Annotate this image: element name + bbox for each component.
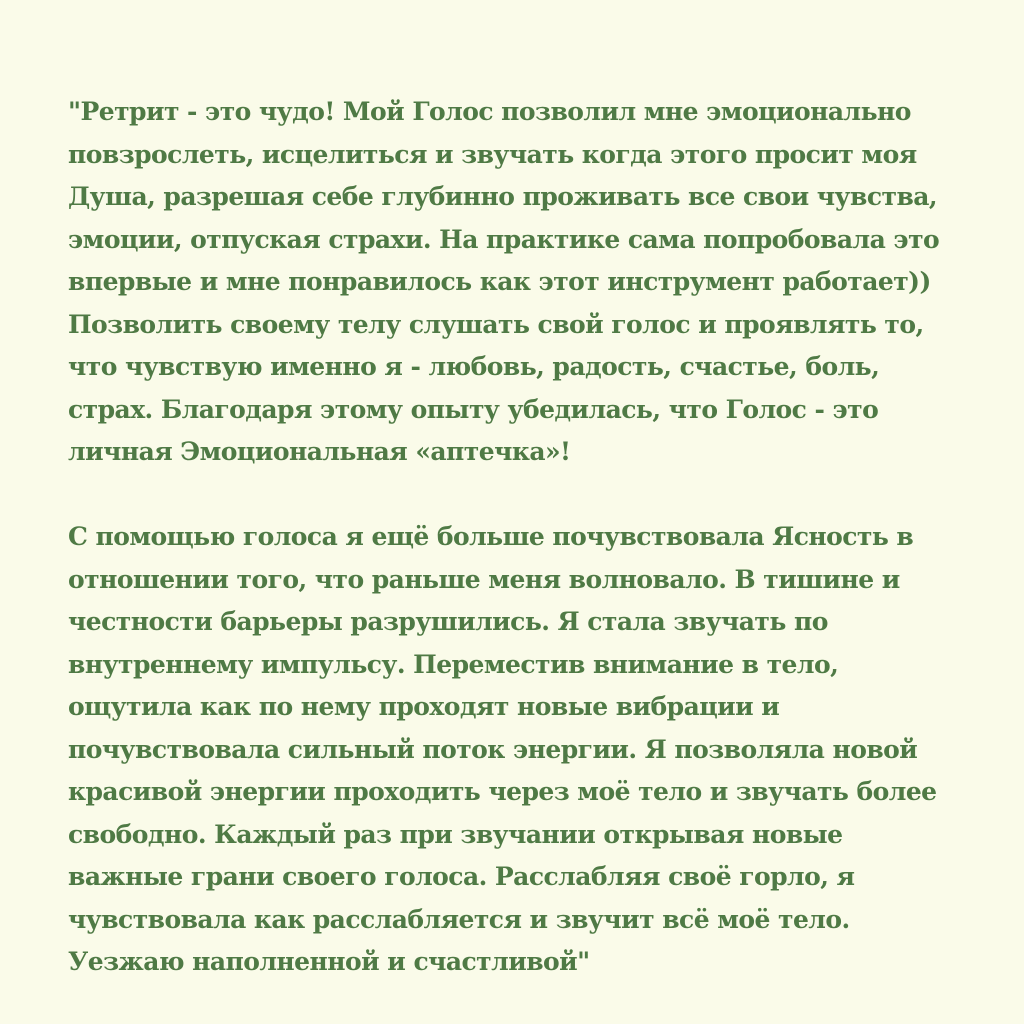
text-line: почувствовала сильный поток энергии. Я позволяла новой	[68, 734, 918, 764]
text-line: С помощью голоса я ещё больше почувствовала Ясность в	[68, 522, 914, 551]
text-line: чувствовала как расслабляется и звучит всё моё тело.	[68, 904, 850, 934]
testimonial-text	[68, 91, 968, 984]
text-line: красивой энергии проходить через моё тело и звучать более	[68, 777, 937, 806]
text-line: Позволить своему телу слушать свой голос и проявлять то,	[68, 309, 924, 339]
text-line: повзрослеть, исцелиться и звучать когда этого просит моя	[68, 139, 917, 169]
text-line: ощутила как по нему проходят новые вибрации и	[68, 692, 780, 721]
text-line: свободно. Каждый раз при звучании открывая новые	[68, 819, 843, 849]
text-line: честности барьеры разрушились. Я стала звучать по	[68, 607, 828, 636]
testimonial-paragraph-2	[68, 516, 968, 984]
text-line: страх. Благодаря этому опыту убедилась, что Голос - это	[68, 394, 879, 424]
testimonial-paragraph-1	[68, 91, 968, 474]
text-line: отношении того, что раньше меня волновало. В тишине и	[68, 564, 900, 594]
text-line: важные грани своего голоса. Расслабляя своё горло, я	[68, 862, 855, 891]
text-line: впервые и мне понравилось как этот инструмент работает))	[68, 267, 931, 296]
text-line: что чувствую именно я - любовь, радость, счастье, боль,	[68, 352, 880, 381]
text-line: личная Эмоциональная «аптечка»!	[68, 437, 571, 466]
text-line: внутреннему импульсу. Переместив внимание в тело,	[68, 649, 839, 679]
paragraph-spacer	[68, 474, 968, 517]
text-line: Душа, разрешая себе глубинно проживать все свои чувства,	[68, 182, 938, 211]
text-line: эмоции, отпуская страхи. На практике сама попробовала это	[68, 224, 940, 254]
text-line: Уезжаю наполненной и счастливой"	[68, 947, 590, 976]
text-line: "Ретрит - это чудо! Мой Голос позволил мне эмоционально	[68, 97, 911, 126]
